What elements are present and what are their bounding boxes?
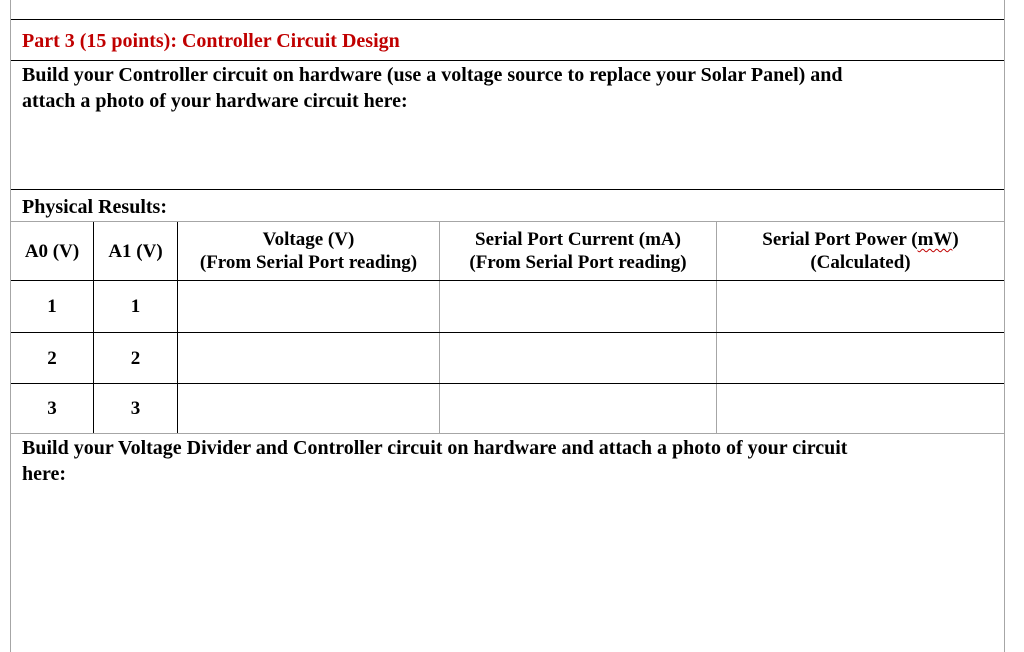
header-power-line2: (Calculated) [810, 252, 911, 273]
row3-voltage[interactable] [178, 384, 439, 433]
photo-area-hardware[interactable] [11, 118, 1004, 188]
header-power-line1 [762, 228, 958, 251]
row1-a1: 1 [130, 296, 141, 317]
row2-a0: 2 [47, 347, 57, 369]
results-heading: Physical Results: [22, 196, 167, 218]
header-a0: A0 (V) [24, 240, 80, 262]
table-bottom-border [11, 433, 1004, 434]
divider-title [11, 60, 1004, 61]
top-border [11, 19, 1004, 20]
row3-a1: 3 [130, 398, 141, 419]
row2-current[interactable] [440, 333, 716, 383]
row3-power[interactable] [717, 384, 1004, 433]
header-voltage-line1: Voltage (V) [262, 229, 355, 250]
header-current [440, 222, 716, 280]
section1-line2: attach a photo of your hardware circuit here: [22, 90, 408, 112]
section2-line2: here: [22, 463, 67, 485]
row2-a1: 2 [130, 347, 141, 369]
row2-voltage[interactable] [178, 333, 439, 383]
row1-power[interactable] [717, 281, 1004, 332]
header-a1: A1 (V) [108, 240, 163, 262]
row3-current[interactable] [440, 384, 716, 433]
row1-current[interactable] [440, 281, 716, 332]
section2-line1: Build your Voltage Divider and Controller circuit on hardware and attach a photo of your circuit [22, 437, 848, 459]
section1-line1: Build your Controller circuit on hardware (use a voltage source to replace your Solar Panel) and [22, 64, 843, 86]
row1-a0: 1 [47, 296, 57, 317]
header-power-suffix: ) [952, 229, 959, 250]
header-power [717, 222, 1004, 280]
row3-a0: 3 [47, 398, 57, 419]
header-power-unit: mW [917, 229, 953, 250]
photo-area-full-circuit[interactable] [11, 490, 1004, 652]
part-title: Part 3 (15 points): Controller Circuit Design [22, 30, 400, 52]
header-voltage-line2: (From Serial Port reading) [199, 252, 418, 273]
header-power-prefix: Serial Port Power ( [762, 229, 918, 250]
header-current-line1: Serial Port Current (mA) [475, 229, 681, 250]
row1-voltage[interactable] [178, 281, 439, 332]
row2-power[interactable] [717, 333, 1004, 383]
divider-photo1 [11, 189, 1004, 190]
document-page [10, 0, 1005, 652]
header-voltage [178, 222, 439, 280]
header-current-line2: (From Serial Port reading) [469, 252, 687, 273]
